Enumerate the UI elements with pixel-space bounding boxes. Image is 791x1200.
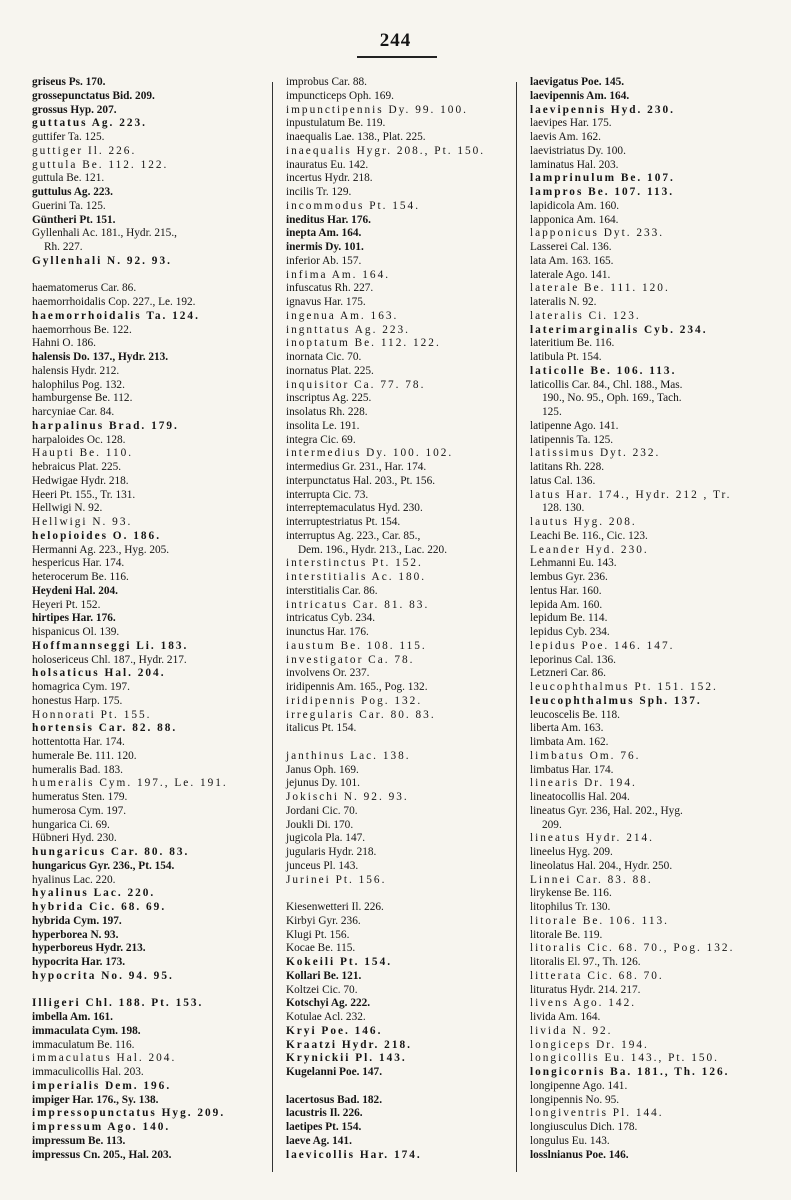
index-entry: Kraatzi Hydr. 218. [286,1038,412,1051]
index-column-3 [530,76,782,1162]
section-gap [32,269,280,283]
index-entry: iridipennis Pog. 132. [286,694,423,707]
index-entry: hebraicus Plat. 225. [32,461,122,473]
index-entry: humeralis Bad. 183. [32,763,123,776]
index-entry: litorale Be. 119. [530,928,603,941]
index-entry: Lehmanni Eu. 143. [530,557,617,570]
index-entry-continuation: Dem. 196., Hydr. 213., Lac. 220. [298,543,448,556]
index-entry: investigator Ca. 78. [286,653,415,666]
index-entry: inaequalis Lae. 138., Plat. 225. [286,131,426,143]
index-entry-continuation: 190., No. 95., Oph. 169., Tach. [542,392,682,405]
index-entry: honestus Harp. 175. [32,694,123,707]
index-entry: inscriptus Ag. 225. [286,392,372,405]
index-entry: griseus Ps. 170. [32,76,106,88]
index-entry: leucoscelis Be. 118. [530,708,620,721]
index-entry: laetipes Pt. 154. [286,1121,362,1133]
index-entry: liberta Am. 163. [530,722,604,735]
index-column-2 [286,76,534,1162]
index-entry: litophilus Tr. 130. [530,901,611,913]
index-entry: haemorrhoidalis Ta. 124. [32,309,200,322]
index-entry: humerale Be. 111. 120. [32,749,137,762]
index-entry: incertus Hydr. 218. [286,172,373,185]
index-entry: humeratus Sten. 179. [32,791,128,803]
index-entry: junceus Pl. 143. [286,859,359,872]
index-entry: Klugi Pt. 156. [286,928,350,941]
index-entry: Letzneri Car. 86. [530,667,606,680]
index-entry: guttulus Ag. 223. [32,186,113,198]
index-entry: intermedius Gr. 231., Har. 174. [286,461,427,473]
index-entry: holsaticus Hal. 204. [32,667,166,680]
index-entry: guttifer Ta. 125. [32,131,105,143]
index-entry: Hedwigae Hydr. 218. [32,474,129,487]
index-entry: lepidus Cyb. 234. [530,626,610,638]
index-entry: laterale Ago. 141. [530,268,611,281]
index-entry: impressum Be. 113. [32,1134,126,1147]
index-entry: laeve Ag. 141. [286,1134,352,1147]
index-entry: harpalinus Brad. 179. [32,419,179,432]
index-entry: guttula Be. 112. 122. [32,158,169,171]
index-entry: litoralis El. 97., Th. 126. [530,956,641,968]
section-gap [32,984,280,998]
index-entry: laevicollis Har. 174. [286,1148,422,1161]
index-entry: intermedius Dy. 100. 102. [286,447,454,460]
index-entry: Kryi Poe. 146. [286,1024,383,1037]
index-entry: lituratus Hydr. 214. 217. [530,983,641,996]
index-entry: leporinus Cal. 136. [530,653,616,666]
index-entry: Kotulae Acl. 232. [286,1011,366,1023]
index-entry: guttatus Ag. 223. [32,117,147,130]
index-entry: leucophthalmus Sph. 137. [530,694,702,707]
index-entry: interstinctus Pt. 152. [286,557,423,570]
index-entry: longulus Eu. 143. [530,1134,610,1147]
index-entry: linearis Dr. 194. [530,777,637,790]
index-entry: litorale Be. 106. 113. [530,914,669,927]
index-entry: jejunus Dy. 101. [286,777,360,790]
index-entry: lateralis Ci. 123. [530,309,641,322]
index-entry: homagrica Cym. 197. [32,681,130,693]
index-entry: Güntheri Pt. 151. [32,213,116,226]
index-entry: latipenne Ago. 141. [530,419,619,432]
section-gap [286,1080,534,1094]
index-entry: insolatus Rh. 228. [286,406,368,418]
index-entry: halophilus Pog. 132. [32,378,125,391]
index-entry: Kiesenwetteri Il. 226. [286,901,384,913]
index-entry-continuation: 128. 130. [542,502,585,515]
index-entry: helopioides O. 186. [32,529,162,542]
index-entry: hirtipes Har. 176. [32,612,116,625]
index-entry: irregularis Car. 80. 83. [286,708,436,721]
index-entry: Kollari Be. 121. [286,969,362,982]
index-entry: lata Am. 163. 165. [530,254,614,267]
index-entry-continuation: Rh. 227. [44,241,83,253]
index-entry: immaculata Cym. 198. [32,1024,141,1037]
index-entry: Heydeni Hal. 204. [32,584,118,597]
index-entry: Kirbyi Gyr. 236. [286,914,361,927]
index-entry: lacertosus Bad. 182. [286,1093,383,1106]
index-entry: interstitialis Ac. 180. [286,571,427,583]
header-rule [357,56,437,58]
index-entry: humerosa Cym. 197. [32,804,127,817]
index-entry: hyperborea N. 93. [32,928,119,941]
index-entry: lepidum Be. 114. [530,612,608,625]
index-entry: lirykense Be. 116. [530,887,612,900]
index-entry: lapidicola Am. 160. [530,199,620,212]
index-entry: Jordani Cic. 70. [286,804,358,817]
index-entry: laevigatus Poe. 145. [530,76,625,88]
index-entry: inferior Ab. 157. [286,254,362,267]
index-entry: lepida Am. 160. [530,598,603,611]
index-entry: insolita Le. 191. [286,419,360,432]
index-entry: hespericus Har. 174. [32,557,125,570]
index-entry: Kotschyi Ag. 222. [286,997,371,1010]
index-entry: inornatus Plat. 225. [286,364,374,377]
index-entry: Guerini Ta. 125. [32,199,106,212]
index-entry: laevistriatus Dy. 100. [530,144,626,157]
index-entry: guttula Be. 121. [32,172,105,185]
index-entry-continuation: 125. [542,406,562,418]
index-entry: grossepunctatus Bid. 209. [32,89,155,102]
index-entry: latissimus Dyt. 232. [530,447,661,460]
index-entry: improbus Car. 88. [286,76,367,88]
index-entry: lineatocollis Hal. 204. [530,791,630,803]
index-entry: interrupta Cic. 73. [286,488,369,501]
index-entry: hyalinus Lac. 220. [32,887,156,900]
index-entry: lateritium Be. 116. [530,337,615,350]
index-entry: longiceps Dr. 194. [530,1038,649,1051]
index-entry: lentus Har. 160. [530,584,602,597]
index-entry: halensis Do. 137., Hydr. 213. [32,351,169,363]
index-entry: imbella Am. 161. [32,1011,113,1023]
index-entry: ignavus Har. 175. [286,296,366,308]
index-entry: Leander Hyd. 230. [530,543,649,556]
index-entry: humeralis Cym. 197., Le. 191. [32,777,228,790]
index-entry-continuation: 209. [542,818,562,831]
index-entry: Leachi Be. 116., Cic. 123. [530,529,648,542]
index-entry: laticollis Car. 84., Chl. 188., Mas. [530,378,683,391]
index-entry: harpaloides Oc. 128. [32,433,126,446]
index-entry: Koltzei Cic. 70. [286,983,358,996]
index-column-1 [32,76,280,1162]
index-entry: laevipennis Hyd. 230. [530,103,675,116]
index-entry: infuscatus Rh. 227. [286,282,374,295]
index-entry: Jokischi N. 92. 93. [286,791,409,803]
index-entry: hungaricus Gyr. 236., Pt. 154. [32,859,175,872]
index-entry: janthinus Lac. 138. [286,749,411,762]
index-entry: litterata Cic. 68. 70. [530,969,664,982]
index-entry: Haupti Be. 110. [32,447,134,460]
index-entry: infima Am. 164. [286,268,391,281]
index-entry: harcyniae Car. 84. [32,406,115,418]
index-entry: losslnianus Poe. 146. [530,1148,629,1161]
column-divider-1 [272,82,273,1172]
index-entry: longicollis Eu. 143., Pt. 150. [530,1052,719,1065]
index-entry: lineatus Hydr. 214. [530,832,654,845]
index-entry: lineelus Hyg. 209. [530,846,613,858]
index-entry: longiusculus Dich. 178. [530,1121,638,1133]
section-gap [286,736,534,750]
index-entry: inpustulatum Be. 119. [286,117,386,130]
index-entry: impiger Har. 176., Sy. 138. [32,1093,159,1106]
index-entry: interruptus Ag. 223., Car. 85., [286,529,421,542]
index-entry: interpunctatus Hal. 203., Pt. 156. [286,474,436,487]
index-entry: livida N. 92. [530,1024,613,1037]
index-entry: hispanicus Ol. 139. [32,626,120,638]
index-entry: inornata Cic. 70. [286,351,362,363]
index-entry: haemorrhous Be. 122. [32,323,132,336]
index-entry: inquisitor Ca. 77. 78. [286,378,426,391]
index-entry: holosericeus Chl. 187., Hydr. 217. [32,653,187,666]
index-entry: immaculicollis Hal. 203. [32,1066,144,1078]
index-entry: inoptatum Be. 112. 122. [286,337,441,350]
index-entry: Heeri Pt. 155., Tr. 131. [32,488,136,501]
index-entry: impuncticeps Oph. 169. [286,89,394,102]
index-entry: impunctipennis Dy. 99. 100. [286,103,468,116]
index-entry: Linnei Car. 83. 88. [530,873,653,886]
index-entry: grossus Hyp. 207. [32,103,117,116]
index-entry: hottentotta Har. 174. [32,736,125,748]
index-entry: lapponica Am. 164. [530,213,619,226]
index-entry: inunctus Har. 176. [286,626,369,638]
index-entry: laterale Be. 111. 120. [530,282,670,295]
index-entry: incilis Tr. 129. [286,186,352,198]
index-entry: Honnorati Pt. 155. [32,708,152,721]
index-entry: impressopunctatus Hyg. 209. [32,1107,226,1120]
index-entry: Heyeri Pt. 152. [32,598,101,611]
index-entry: longiventris Pl. 144. [530,1107,664,1120]
index-entry: Hoffmannseggi Li. 183. [32,639,189,652]
index-entry: ineditus Har. 176. [286,213,371,226]
index-entry: impressus Cn. 205., Hal. 203. [32,1148,172,1161]
index-entry: latus Cal. 136. [530,474,596,487]
index-entry: Joukli Di. 170. [286,818,354,831]
index-entry: livida Am. 164. [530,1011,601,1023]
index-entry: haematomerus Car. 86. [32,282,137,295]
index-entry: Hahni O. 186. [32,337,97,350]
index-entry: longipennis No. 95. [530,1093,620,1106]
index-entry: laevis Am. 162. [530,131,601,143]
index-entry: interruptestriatus Pt. 154. [286,516,401,528]
index-entry: iridipennis Am. 165., Pog. 132. [286,681,428,693]
index-entry: Krynickii Pl. 143. [286,1052,407,1065]
index-entry: hyalinus Lac. 220. [32,873,116,886]
index-entry: hamburgense Be. 112. [32,392,133,405]
index-entry: latitans Rh. 228. [530,461,605,473]
index-entry: latibula Pt. 154. [530,351,602,363]
index-entry: Hellwigi N. 93. [32,516,133,528]
index-entry: iaustum Be. 108. 115. [286,639,427,652]
index-entry: heterocerum Be. 116. [32,571,129,583]
index-entry: Jurinei Pt. 156. [286,873,387,886]
page-number: 244 [379,30,412,51]
index-entry: guttiger Il. 226. [32,144,137,157]
index-entry: impressum Ago. 140. [32,1121,171,1133]
index-entry: laevipennis Am. 164. [530,89,630,102]
index-entry: Hübneri Hyd. 230. [32,832,117,845]
index-entry: hybrida Cym. 197. [32,914,122,927]
index-entry: laevipes Har. 175. [530,117,612,130]
index-entry: ingenua Am. 163. [286,309,399,322]
index-entry: haemorrhoidalis Cop. 227., Le. 192. [32,296,196,308]
index-entry: lautus Hyg. 208. [530,516,637,528]
index-entry: italicus Pt. 154. [286,722,357,735]
index-entry: Janus Oph. 169. [286,763,359,776]
index-entry: lamprinulum Be. 107. [530,172,675,185]
index-entry: lembus Gyr. 236. [530,571,608,583]
index-entry: immaculatus Hal. 204. [32,1052,177,1065]
index-entry: immaculatum Be. 116. [32,1038,135,1051]
index-entry: hypocrita No. 94. 95. [32,969,174,982]
index-entry: halensis Hydr. 212. [32,364,120,377]
index-entry: lineolatus Hal. 204., Hydr. 250. [530,859,673,872]
index-entry: lacustris Il. 226. [286,1107,363,1120]
index-entry: inauratus Eu. 142. [286,158,369,171]
index-entry: inermis Dy. 101. [286,241,364,253]
index-entry: limbatus Har. 174. [530,763,614,776]
index-entry: hyperboreus Hydr. 213. [32,942,146,955]
index-entry: interstitialis Car. 86. [286,584,378,597]
index-entry: intricatus Cyb. 234. [286,612,376,625]
index-entry: involvens Or. 237. [286,667,370,680]
section-gap [286,887,534,901]
index-entry: inaequalis Hygr. 208., Pt. 150. [286,144,486,157]
index-entry: Kokeili Pt. 154. [286,956,393,968]
index-entry: longipenne Ago. 141. [530,1079,628,1092]
index-entry: Gyllenhali Ac. 181., Hydr. 215., [32,227,177,240]
index-entry: laminatus Hal. 203. [530,158,619,171]
index-entry: livens Ago. 142. [530,997,637,1010]
index-entry: lepidus Poe. 146. 147. [530,639,675,652]
index-entry: Lasserei Cal. 136. [530,241,612,253]
index-entry: limbata Am. 162. [530,736,609,748]
index-entry: Illigeri Chl. 188. Pt. 153. [32,997,204,1010]
index-entry: intricatus Car. 81. 83. [286,598,430,611]
index-entry: inepta Am. 164. [286,227,362,240]
index-entry: incommodus Pt. 154. [286,199,421,212]
index-entry: laterimarginalis Cyb. 234. [530,323,708,336]
index-entry: Kocae Be. 115. [286,942,356,955]
index-entry: integra Cic. 69. [286,433,356,446]
index-entry: longicornis Ba. 181., Th. 126. [530,1066,730,1078]
index-entry: jugicola Pla. 147. [286,832,366,845]
index-entry: litoralis Cic. 68. 70., Pog. 132. [530,942,735,955]
index-entry: Kugelanni Poe. 147. [286,1066,383,1078]
index-entry: lampros Be. 107. 113. [530,186,675,198]
index-entry: hungarica Ci. 69. [32,818,110,831]
index-entry: Hermanni Ag. 223., Hyg. 205. [32,543,170,556]
index-entry: hybrida Cic. 68. 69. [32,901,167,913]
index-entry: Gyllenhali N. 92. 93. [32,254,172,267]
index-entry: ingnttatus Ag. 223. [286,323,410,336]
index-entry: hortensis Car. 82. 88. [32,722,178,735]
index-entry: Hellwigi N. 92. [32,502,103,515]
index-entry: lineatus Gyr. 236, Hal. 202., Hyg. [530,804,683,817]
index-entry: lapponicus Dyt. 233. [530,227,665,240]
index-entry: lateralis N. 92. [530,296,597,308]
index-entry: laticolle Be. 106. 113. [530,364,677,377]
column-divider-2 [516,82,517,1172]
index-entry: hypocrita Har. 173. [32,956,126,968]
index-entry: limbatus Om. 76. [530,749,641,762]
index-entry: hungaricus Car. 80. 83. [32,846,190,858]
index-entry: latipennis Ta. 125. [530,433,614,446]
index-entry: jugularis Hydr. 218. [286,846,377,858]
index-entry: interreptemaculatus Hyd. 230. [286,502,423,515]
index-entry: latus Har. 174., Hydr. 212 , Tr. [530,488,732,501]
index-entry: leucophthalmus Pt. 151. 152. [530,681,718,693]
index-entry: imperialis Dem. 196. [32,1079,172,1092]
